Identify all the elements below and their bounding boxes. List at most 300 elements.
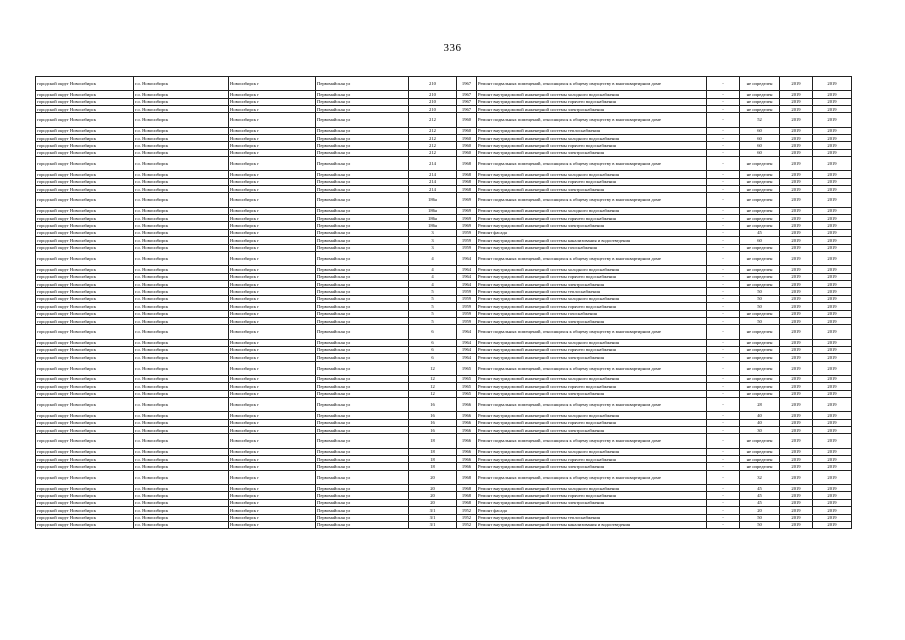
cell-street: Первомайская ул bbox=[316, 273, 409, 280]
cell-house: 12 bbox=[409, 361, 457, 375]
cell-amount: не определен bbox=[740, 339, 780, 346]
cell-amount: 60 bbox=[740, 142, 780, 149]
cell-street: Первомайская ул bbox=[316, 171, 409, 178]
cell-work-type: Ремонт внутридомовой инженерной системы электроснабжения bbox=[477, 186, 707, 193]
cell-locality: Новосибирск г bbox=[229, 222, 316, 229]
cell-sign: - bbox=[707, 186, 740, 193]
cell-sign: - bbox=[707, 295, 740, 302]
cell-work-type: Ремонт внутридомовой инженерной системы горячего водоснабжения bbox=[477, 303, 707, 310]
cell-settlement: г.о. Новосибирск bbox=[134, 215, 229, 222]
cell-locality: Новосибирск г bbox=[229, 303, 316, 310]
cell-year-from: 2019 bbox=[780, 295, 813, 302]
cell-house: 12 bbox=[409, 390, 457, 397]
cell-year-to: 2019 bbox=[813, 455, 852, 462]
cell-district: городской округ Новосибирск bbox=[36, 412, 134, 419]
table-row bbox=[36, 434, 852, 448]
cell-year-from: 2019 bbox=[780, 514, 813, 521]
cell-settlement: г.о. Новосибирск bbox=[134, 157, 229, 171]
cell-locality: Новосибирск г bbox=[229, 295, 316, 302]
cell-sign: - bbox=[707, 207, 740, 214]
cell-house: 212 bbox=[409, 113, 457, 127]
cell-year-from: 2019 bbox=[780, 149, 813, 156]
cell-year-built: 1964 bbox=[457, 266, 477, 273]
cell-work-type: Ремонт фасада bbox=[477, 507, 707, 514]
cell-amount: 45 bbox=[740, 229, 780, 236]
cell-year-built: 1966 bbox=[457, 455, 477, 462]
cell-district: городской округ Новосибирск bbox=[36, 98, 134, 105]
cell-year-built: 1964 bbox=[457, 280, 477, 287]
cell-settlement: г.о. Новосибирск bbox=[134, 134, 229, 141]
cell-year-from: 2019 bbox=[780, 288, 813, 295]
cell-work-type: Ремонт внутридомовой инженерной системы горячего водоснабжения bbox=[477, 273, 707, 280]
cell-district: городской округ Новосибирск bbox=[36, 134, 134, 141]
table-row bbox=[36, 244, 852, 251]
cell-street: Первомайская ул bbox=[316, 280, 409, 287]
cell-settlement: г.о. Новосибирск bbox=[134, 113, 229, 127]
cell-work-type: Ремонт внутридомовой инженерной системы горячего водоснабжения bbox=[477, 455, 707, 462]
cell-settlement: г.о. Новосибирск bbox=[134, 77, 229, 91]
cell-district: городской округ Новосибирск bbox=[36, 303, 134, 310]
cell-year-from: 2019 bbox=[780, 252, 813, 266]
cell-locality: Новосибирск г bbox=[229, 383, 316, 390]
cell-district: городской округ Новосибирск bbox=[36, 193, 134, 207]
table-row bbox=[36, 484, 852, 491]
cell-district: городской округ Новосибирск bbox=[36, 499, 134, 506]
cell-year-to: 2019 bbox=[813, 427, 852, 434]
cell-year-built: 1966 bbox=[457, 412, 477, 419]
cell-year-to: 2019 bbox=[813, 354, 852, 361]
table-row bbox=[36, 521, 852, 528]
table-row bbox=[36, 507, 852, 514]
cell-settlement: г.о. Новосибирск bbox=[134, 105, 229, 112]
table-row bbox=[36, 448, 852, 455]
cell-year-from: 2019 bbox=[780, 325, 813, 339]
cell-house: 210 bbox=[409, 105, 457, 112]
table-row bbox=[36, 252, 852, 266]
cell-house: 186а bbox=[409, 207, 457, 214]
table-row bbox=[36, 266, 852, 273]
table-row bbox=[36, 134, 852, 141]
cell-district: городской округ Новосибирск bbox=[36, 507, 134, 514]
cell-year-from: 2019 bbox=[780, 77, 813, 91]
cell-house: 12 bbox=[409, 383, 457, 390]
cell-settlement: г.о. Новосибирск bbox=[134, 484, 229, 491]
cell-locality: Новосибирск г bbox=[229, 134, 316, 141]
cell-year-from: 2019 bbox=[780, 127, 813, 134]
cell-work-type: Ремонт внутридомовой инженерной системы электроснабжения bbox=[477, 463, 707, 470]
cell-work-type: Ремонт внутридомовой инженерной системы холодного водоснабжения bbox=[477, 91, 707, 98]
cell-sign: - bbox=[707, 419, 740, 426]
cell-year-to: 2019 bbox=[813, 521, 852, 528]
cell-amount: 45 bbox=[740, 492, 780, 499]
cell-house: 6 bbox=[409, 346, 457, 353]
cell-year-built: 1966 bbox=[457, 463, 477, 470]
cell-sign: - bbox=[707, 484, 740, 491]
cell-year-built: 1968 bbox=[457, 499, 477, 506]
cell-sign: - bbox=[707, 215, 740, 222]
cell-street: Первомайская ул bbox=[316, 229, 409, 236]
cell-house: 4 bbox=[409, 280, 457, 287]
cell-amount: не определен bbox=[740, 105, 780, 112]
cell-sign: - bbox=[707, 455, 740, 462]
cell-street: Первомайская ул bbox=[316, 142, 409, 149]
cell-year-built: 1965 bbox=[457, 361, 477, 375]
table-row bbox=[36, 98, 852, 105]
cell-sign: - bbox=[707, 288, 740, 295]
cell-street: Первомайская ул bbox=[316, 470, 409, 484]
cell-year-built: 1964 bbox=[457, 252, 477, 266]
cell-year-to: 2019 bbox=[813, 346, 852, 353]
cell-district: городской округ Новосибирск bbox=[36, 186, 134, 193]
cell-house: 3 bbox=[409, 244, 457, 251]
cell-sign: - bbox=[707, 499, 740, 506]
cell-district: городской округ Новосибирск bbox=[36, 288, 134, 295]
cell-settlement: г.о. Новосибирск bbox=[134, 237, 229, 244]
cell-work-type: Ремонт внутридомовой инженерной системы электроснабжения bbox=[477, 149, 707, 156]
cell-sign: - bbox=[707, 412, 740, 419]
cell-amount: 50 bbox=[740, 514, 780, 521]
table-row bbox=[36, 427, 852, 434]
cell-year-built: 1968 bbox=[457, 157, 477, 171]
cell-year-built: 1966 bbox=[457, 419, 477, 426]
cell-district: городской округ Новосибирск bbox=[36, 280, 134, 287]
cell-year-from: 2019 bbox=[780, 186, 813, 193]
cell-locality: Новосибирск г bbox=[229, 412, 316, 419]
table-row bbox=[36, 193, 852, 207]
table-row bbox=[36, 303, 852, 310]
cell-district: городской округ Новосибирск bbox=[36, 354, 134, 361]
cell-work-type: Ремонт подвальных помещений, относящихся к общему имуществу в многоквартирном доме bbox=[477, 434, 707, 448]
cell-amount: 45 bbox=[740, 484, 780, 491]
cell-amount: не определен bbox=[740, 273, 780, 280]
cell-sign: - bbox=[707, 339, 740, 346]
cell-street: Первомайская ул bbox=[316, 375, 409, 382]
cell-sign: - bbox=[707, 237, 740, 244]
table-row bbox=[36, 142, 852, 149]
cell-year-built: 1966 bbox=[457, 448, 477, 455]
cell-street: Первомайская ул bbox=[316, 91, 409, 98]
cell-locality: Новосибирск г bbox=[229, 427, 316, 434]
cell-amount: не определен bbox=[740, 354, 780, 361]
cell-sign: - bbox=[707, 244, 740, 251]
cell-street: Первомайская ул bbox=[316, 295, 409, 302]
cell-amount: 50 bbox=[740, 317, 780, 324]
cell-locality: Новосибирск г bbox=[229, 229, 316, 236]
cell-district: городской округ Новосибирск bbox=[36, 390, 134, 397]
cell-locality: Новосибирск г bbox=[229, 339, 316, 346]
cell-house: 3 bbox=[409, 229, 457, 236]
cell-house: 5 bbox=[409, 317, 457, 324]
cell-locality: Новосибирск г bbox=[229, 280, 316, 287]
cell-year-built: 1952 bbox=[457, 507, 477, 514]
cell-year-to: 2019 bbox=[813, 470, 852, 484]
cell-year-built: 1967 bbox=[457, 77, 477, 91]
cell-district: городской округ Новосибирск bbox=[36, 77, 134, 91]
cell-locality: Новосибирск г bbox=[229, 98, 316, 105]
cell-street: Первомайская ул bbox=[316, 346, 409, 353]
cell-work-type: Ремонт внутридомовой инженерной системы электроснабжения bbox=[477, 390, 707, 397]
cell-year-from: 2019 bbox=[780, 463, 813, 470]
cell-settlement: г.о. Новосибирск bbox=[134, 499, 229, 506]
cell-sign: - bbox=[707, 273, 740, 280]
table-row bbox=[36, 375, 852, 382]
cell-sign: - bbox=[707, 448, 740, 455]
cell-year-built: 1969 bbox=[457, 215, 477, 222]
cell-year-to: 2019 bbox=[813, 113, 852, 127]
cell-district: городской округ Новосибирск bbox=[36, 448, 134, 455]
cell-sign: - bbox=[707, 77, 740, 91]
cell-district: городской округ Новосибирск bbox=[36, 514, 134, 521]
table-row bbox=[36, 157, 852, 171]
cell-amount: не определен bbox=[740, 310, 780, 317]
cell-year-from: 2019 bbox=[780, 142, 813, 149]
cell-settlement: г.о. Новосибирск bbox=[134, 186, 229, 193]
cell-year-to: 2019 bbox=[813, 280, 852, 287]
cell-district: городской округ Новосибирск bbox=[36, 492, 134, 499]
cell-locality: Новосибирск г bbox=[229, 91, 316, 98]
cell-settlement: г.о. Новосибирск bbox=[134, 178, 229, 185]
cell-year-to: 2019 bbox=[813, 375, 852, 382]
cell-work-type: Ремонт внутридомовой инженерной системы электроснабжения bbox=[477, 499, 707, 506]
cell-year-to: 2019 bbox=[813, 383, 852, 390]
table-row bbox=[36, 113, 852, 127]
cell-district: городской округ Новосибирск bbox=[36, 361, 134, 375]
cell-year-to: 2019 bbox=[813, 484, 852, 491]
cell-street: Первомайская ул bbox=[316, 222, 409, 229]
cell-year-built: 1968 bbox=[457, 186, 477, 193]
cell-house: 6 bbox=[409, 339, 457, 346]
cell-house: 214 bbox=[409, 171, 457, 178]
cell-sign: - bbox=[707, 470, 740, 484]
cell-amount: 30 bbox=[740, 427, 780, 434]
cell-district: городской округ Новосибирск bbox=[36, 91, 134, 98]
cell-street: Первомайская ул bbox=[316, 178, 409, 185]
cell-locality: Новосибирск г bbox=[229, 215, 316, 222]
cell-district: городской округ Новосибирск bbox=[36, 149, 134, 156]
cell-house: 210 bbox=[409, 91, 457, 98]
cell-settlement: г.о. Новосибирск bbox=[134, 252, 229, 266]
cell-district: городской округ Новосибирск bbox=[36, 427, 134, 434]
cell-year-to: 2019 bbox=[813, 448, 852, 455]
cell-year-from: 2019 bbox=[780, 310, 813, 317]
cell-year-built: 1959 bbox=[457, 288, 477, 295]
cell-year-to: 2019 bbox=[813, 105, 852, 112]
cell-work-type: Ремонт внутридомовой инженерной системы холодного водоснабжения bbox=[477, 171, 707, 178]
cell-settlement: г.о. Новосибирск bbox=[134, 492, 229, 499]
cell-house: 20 bbox=[409, 492, 457, 499]
cell-year-to: 2019 bbox=[813, 244, 852, 251]
table-row bbox=[36, 361, 852, 375]
cell-year-from: 2019 bbox=[780, 222, 813, 229]
cell-year-built: 1959 bbox=[457, 229, 477, 236]
cell-locality: Новосибирск г bbox=[229, 507, 316, 514]
cell-sign: - bbox=[707, 383, 740, 390]
table-row bbox=[36, 354, 852, 361]
cell-house: 20 bbox=[409, 484, 457, 491]
table-row bbox=[36, 186, 852, 193]
cell-sign: - bbox=[707, 113, 740, 127]
cell-sign: - bbox=[707, 361, 740, 375]
cell-year-built: 1952 bbox=[457, 514, 477, 521]
cell-settlement: г.о. Новосибирск bbox=[134, 521, 229, 528]
cell-year-from: 2019 bbox=[780, 412, 813, 419]
cell-locality: Новосибирск г bbox=[229, 455, 316, 462]
cell-district: городской округ Новосибирск bbox=[36, 295, 134, 302]
cell-locality: Новосибирск г bbox=[229, 105, 316, 112]
cell-settlement: г.о. Новосибирск bbox=[134, 434, 229, 448]
cell-amount: не определен bbox=[740, 434, 780, 448]
cell-year-from: 2019 bbox=[780, 484, 813, 491]
cell-year-built: 1966 bbox=[457, 427, 477, 434]
cell-amount: 45 bbox=[740, 499, 780, 506]
cell-year-built: 1968 bbox=[457, 470, 477, 484]
cell-sign: - bbox=[707, 434, 740, 448]
cell-year-from: 2019 bbox=[780, 499, 813, 506]
cell-year-built: 1968 bbox=[457, 178, 477, 185]
cell-locality: Новосибирск г bbox=[229, 375, 316, 382]
cell-work-type: Ремонт внутридомовой инженерной системы горячего водоснабжения bbox=[477, 142, 707, 149]
cell-house: 16 bbox=[409, 427, 457, 434]
cell-locality: Новосибирск г bbox=[229, 492, 316, 499]
cell-street: Первомайская ул bbox=[316, 113, 409, 127]
cell-amount: не определен bbox=[740, 244, 780, 251]
cell-year-built: 1968 bbox=[457, 492, 477, 499]
cell-settlement: г.о. Новосибирск bbox=[134, 419, 229, 426]
cell-year-to: 2019 bbox=[813, 171, 852, 178]
cell-house: 6 bbox=[409, 325, 457, 339]
cell-year-from: 2019 bbox=[780, 113, 813, 127]
cell-year-to: 2019 bbox=[813, 157, 852, 171]
cell-year-built: 1969 bbox=[457, 207, 477, 214]
cell-work-type: Ремонт внутридомовой инженерной системы горячего водоснабжения bbox=[477, 492, 707, 499]
cell-amount: не определен bbox=[740, 77, 780, 91]
cell-district: городской округ Новосибирск bbox=[36, 157, 134, 171]
cell-locality: Новосибирск г bbox=[229, 252, 316, 266]
cell-work-type: Ремонт подвальных помещений, относящихся к общему имуществу в многоквартирном доме bbox=[477, 193, 707, 207]
cell-year-built: 1959 bbox=[457, 317, 477, 324]
cell-district: городской округ Новосибирск bbox=[36, 434, 134, 448]
cell-settlement: г.о. Новосибирск bbox=[134, 127, 229, 134]
cell-locality: Новосибирск г bbox=[229, 237, 316, 244]
cell-sign: - bbox=[707, 375, 740, 382]
cell-year-from: 2019 bbox=[780, 448, 813, 455]
cell-settlement: г.о. Новосибирск bbox=[134, 193, 229, 207]
table-body bbox=[36, 77, 852, 529]
cell-sign: - bbox=[707, 229, 740, 236]
cell-district: городской округ Новосибирск bbox=[36, 127, 134, 134]
cell-house: 20 bbox=[409, 499, 457, 506]
cell-work-type: Ремонт внутридомовой инженерной системы холодного водоснабжения bbox=[477, 412, 707, 419]
table-row bbox=[36, 288, 852, 295]
cell-locality: Новосибирск г bbox=[229, 484, 316, 491]
cell-amount: 50 bbox=[740, 295, 780, 302]
cell-work-type: Ремонт внутридомовой инженерной системы теплоснабжения bbox=[477, 127, 707, 134]
cell-sign: - bbox=[707, 105, 740, 112]
cell-amount: не определен bbox=[740, 463, 780, 470]
table-row bbox=[36, 492, 852, 499]
table-row bbox=[36, 229, 852, 236]
cell-sign: - bbox=[707, 171, 740, 178]
cell-work-type: Ремонт внутридомовой инженерной системы электроснабжения bbox=[477, 105, 707, 112]
table-row bbox=[36, 412, 852, 419]
cell-year-to: 2019 bbox=[813, 317, 852, 324]
page-number: 336 bbox=[443, 42, 462, 54]
cell-settlement: г.о. Новосибирск bbox=[134, 361, 229, 375]
cell-district: городской округ Новосибирск bbox=[36, 346, 134, 353]
cell-work-type: Ремонт внутридомовой инженерной системы горячего водоснабжения bbox=[477, 98, 707, 105]
cell-street: Первомайская ул bbox=[316, 463, 409, 470]
cell-work-type: Ремонт внутридомовой инженерной системы холодного водоснабжения bbox=[477, 134, 707, 141]
table-row bbox=[36, 171, 852, 178]
cell-year-to: 2019 bbox=[813, 288, 852, 295]
cell-locality: Новосибирск г bbox=[229, 354, 316, 361]
cell-year-to: 2019 bbox=[813, 434, 852, 448]
cell-sign: - bbox=[707, 354, 740, 361]
table-row bbox=[36, 178, 852, 185]
cell-settlement: г.о. Новосибирск bbox=[134, 383, 229, 390]
cell-district: городской округ Новосибирск bbox=[36, 455, 134, 462]
cell-locality: Новосибирск г bbox=[229, 499, 316, 506]
cell-settlement: г.о. Новосибирск bbox=[134, 222, 229, 229]
cell-work-type: Ремонт внутридомовой инженерной системы электроснабжения bbox=[477, 427, 707, 434]
cell-sign: - bbox=[707, 149, 740, 156]
cell-year-built: 1969 bbox=[457, 222, 477, 229]
cell-year-built: 1960 bbox=[457, 113, 477, 127]
cell-district: городской округ Новосибирск bbox=[36, 463, 134, 470]
cell-year-built: 1960 bbox=[457, 142, 477, 149]
cell-district: городской округ Новосибирск bbox=[36, 113, 134, 127]
cell-settlement: г.о. Новосибирск bbox=[134, 514, 229, 521]
cell-street: Первомайская ул bbox=[316, 484, 409, 491]
cell-work-type: Ремонт внутридомовой инженерной системы канализования и водоотведения bbox=[477, 521, 707, 528]
cell-street: Первомайская ул bbox=[316, 325, 409, 339]
cell-year-to: 2019 bbox=[813, 463, 852, 470]
cell-work-type: Ремонт внутридомовой инженерной системы горячего водоснабжения bbox=[477, 419, 707, 426]
cell-year-built: 1960 bbox=[457, 134, 477, 141]
cell-house: 4 bbox=[409, 273, 457, 280]
cell-house: 16 bbox=[409, 419, 457, 426]
cell-locality: Новосибирск г bbox=[229, 398, 316, 412]
cell-year-from: 2019 bbox=[780, 383, 813, 390]
cell-house: 186а bbox=[409, 222, 457, 229]
cell-year-to: 2019 bbox=[813, 514, 852, 521]
cell-street: Первомайская ул bbox=[316, 521, 409, 528]
cell-locality: Новосибирск г bbox=[229, 325, 316, 339]
cell-house: 3 bbox=[409, 237, 457, 244]
cell-street: Первомайская ул bbox=[316, 317, 409, 324]
cell-district: городской округ Новосибирск bbox=[36, 273, 134, 280]
cell-work-type: Ремонт внутридомовой инженерной системы холодного водоснабжения bbox=[477, 339, 707, 346]
cell-work-type: Ремонт внутридомовой инженерной системы электроснабжения bbox=[477, 280, 707, 287]
cell-year-built: 1968 bbox=[457, 171, 477, 178]
cell-settlement: г.о. Новосибирск bbox=[134, 354, 229, 361]
cell-sign: - bbox=[707, 303, 740, 310]
cell-work-type: Ремонт внутридомовой инженерной системы газоснабжения bbox=[477, 310, 707, 317]
cell-year-built: 1964 bbox=[457, 346, 477, 353]
cell-amount: 28 bbox=[740, 398, 780, 412]
cell-year-to: 2019 bbox=[813, 91, 852, 98]
cell-year-from: 2019 bbox=[780, 507, 813, 514]
cell-settlement: г.о. Новосибирск bbox=[134, 455, 229, 462]
cell-house: 212 bbox=[409, 142, 457, 149]
cell-locality: Новосибирск г bbox=[229, 149, 316, 156]
cell-year-from: 2019 bbox=[780, 273, 813, 280]
cell-locality: Новосибирск г bbox=[229, 142, 316, 149]
cell-street: Первомайская ул bbox=[316, 412, 409, 419]
cell-locality: Новосибирск г bbox=[229, 288, 316, 295]
cell-street: Первомайская ул bbox=[316, 419, 409, 426]
cell-work-type: Ремонт внутридомовой инженерной системы канализования и водоотведения bbox=[477, 237, 707, 244]
